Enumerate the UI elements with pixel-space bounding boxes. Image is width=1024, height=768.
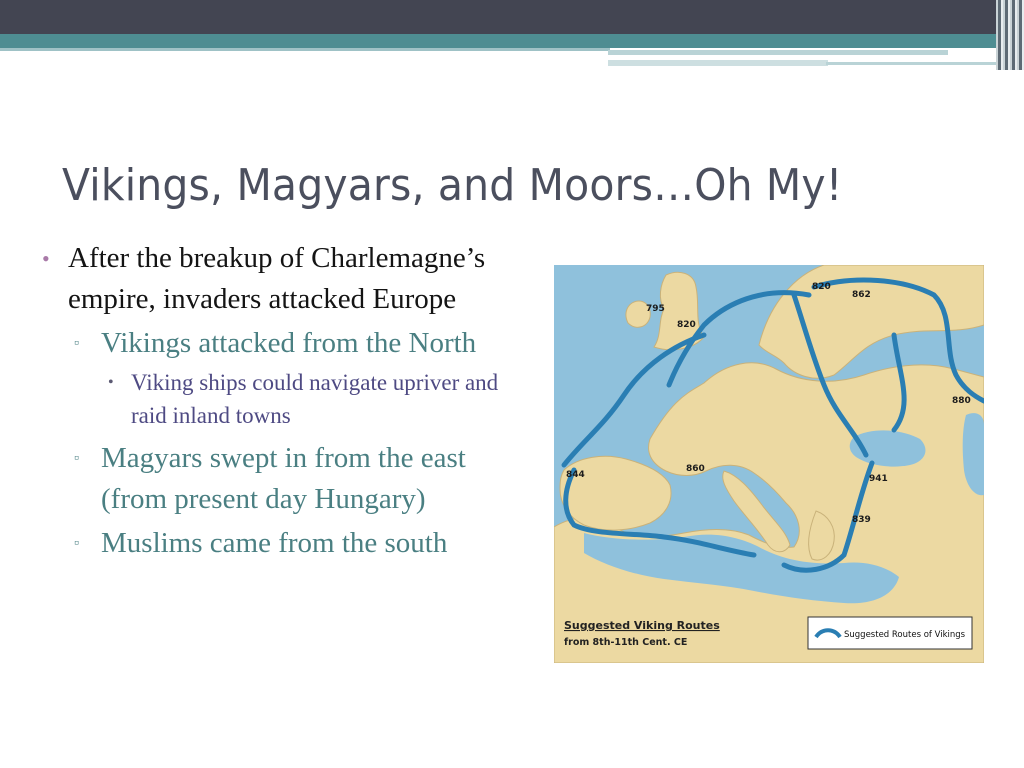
bullet-text: After the breakup of Charlemagne’s empire, invaders attacked Europe [68,242,486,315]
map-year-label: 839 [852,515,871,525]
map-year-label: 880 [952,396,971,406]
bullet-level1 [38,238,538,320]
map-legend [808,617,972,649]
header-rule [826,62,1006,65]
map-year-label: 844 [566,470,585,480]
slide-title: Vikings, Magyars, and Moors…Oh My! [62,160,843,211]
map-caption-subtitle: from 8th-11th Cent. CE [564,637,688,648]
map-year-label: 820 [812,282,831,292]
bullet-level3 [38,366,538,432]
map-caption-title: Suggested Viking Routes [564,619,720,632]
bullet-square-icon: ▫ [74,536,79,551]
map-year-label: 795 [646,304,665,314]
bullet-dot-icon: • [42,246,50,271]
header-stripes [996,0,1024,70]
bullet-text: Viking ships could navigate upriver and raid inland towns [131,370,499,428]
header-rule [0,48,610,51]
map-year-label: 820 [677,320,696,330]
header-rule [608,50,948,55]
map-legend-label: Suggested Routes of Vikings [844,630,966,640]
slide-body [38,238,538,564]
bullet-text: Muslims came from the south [101,527,448,559]
bullet-text: Magyars swept in from the east (from present day Hungary) [101,442,466,515]
bullet-square-icon: ▫ [74,451,79,466]
bullet-square-icon: ▫ [74,336,79,351]
map-year-label: 862 [852,290,871,300]
bullet-level2 [38,438,538,520]
header-band-teal [0,34,1024,48]
bullet-dot-icon: • [108,374,114,391]
header-band-dark [0,0,1024,34]
map-year-label: 860 [686,464,705,474]
bullet-text: Vikings attacked from the North [101,327,477,359]
bullet-level2 [38,323,538,364]
header-rule [608,60,828,66]
map-year-label: 941 [869,474,888,484]
bullet-level2 [38,523,538,564]
viking-routes-map [554,265,984,663]
